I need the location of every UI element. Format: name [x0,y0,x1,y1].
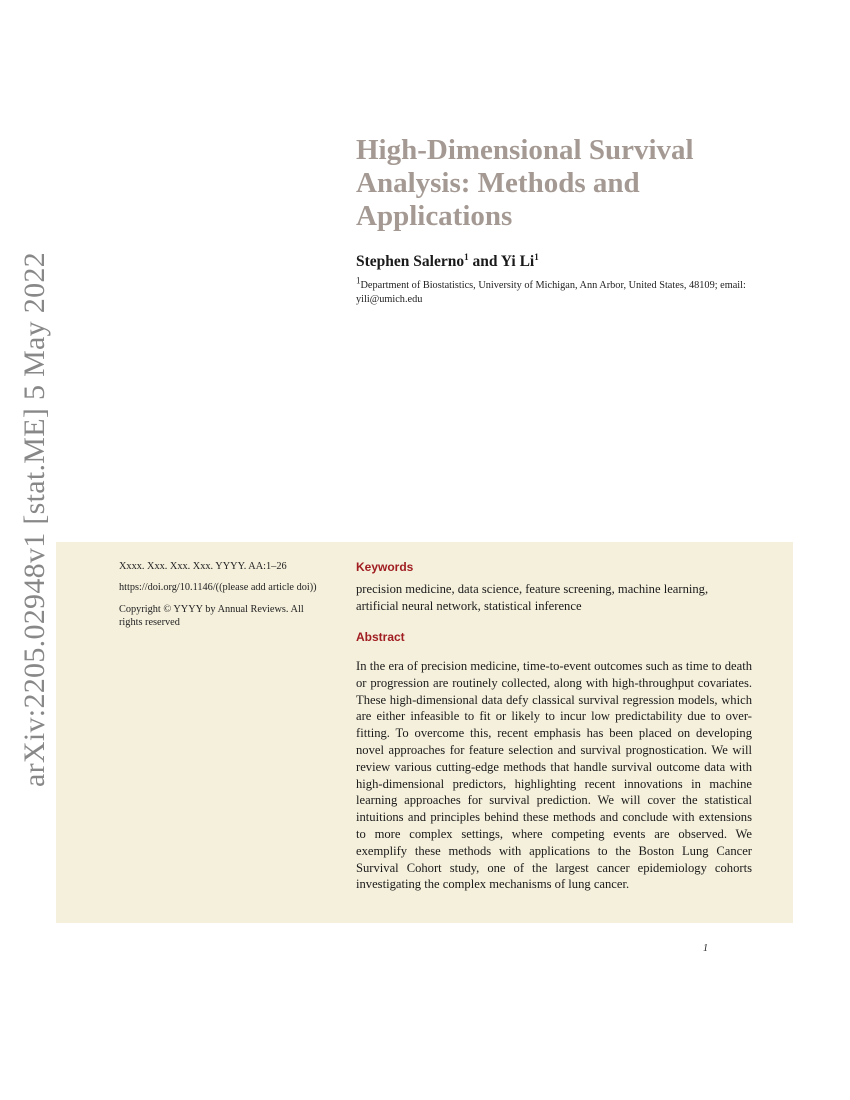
affiliation [356,275,756,306]
arxiv-identifier-stamp: arXiv:2205.02948v1 [stat.ME] 5 May 2022 [18,252,51,787]
author-affiliation-mark: 1 [534,251,539,262]
paper-title: High-Dimensional Survival Analysis: Methods and Applications [356,134,694,232]
keywords-text: precision medicine, data science, feature screening, machine learning, artificial neural network, statistical inference [356,582,709,613]
citation-line: Xxxx. Xxx. Xxx. Xxx. YYYY. AA:1–26 [119,561,287,572]
author-list [356,253,539,271]
keywords-heading: Keywords [356,560,414,574]
affiliation-mark: 1 [356,275,361,286]
affiliation-text: Department of Biostatistics, University of Michigan, Ann Arbor, United States, 48109; email: yili@umich.edu [356,280,746,305]
abstract-text: In the era of precision medicine, time-to-event outcomes such as time to death or progression are routinely collected, along with high-throughput covariates. These high-dimensional data defy classical survival regression models, which are either infeasible to fit or likely to incur low predictability due to over-fitting. To overcome this, recent emphasis has been placed on developing novel approaches for feature selection and survival prognostication. We will review various cutting-edge methods that handle survival outcome data with high-dimensional predictors, highlighting recent innovations in machine learning approaches for survival prediction. We will cover the statistical intuitions and principles behind these methods and conclude with extensions to more complex settings, where competing events are observed. We exemplify these methods with applications to the Boston Lung Cancer Survival Cohort study, one of the largest cancer epidemiology cohorts investigating the complex mechanisms of lung cancer. [356,659,752,892]
copyright-notice: Copyright © YYYY by Annual Reviews. All rights reserved [119,603,304,628]
author-name: Stephen Salerno [356,253,465,270]
doi-link[interactable]: https://doi.org/10.1146/((please add article doi)) [119,582,317,594]
abstract-heading: Abstract [356,630,405,644]
page-number: 1 [703,943,708,954]
author-conjunction: and [472,253,498,270]
author-affiliation-mark: 1 [464,251,469,262]
author-name: Yi Li [500,253,535,270]
article-metadata [119,560,329,637]
